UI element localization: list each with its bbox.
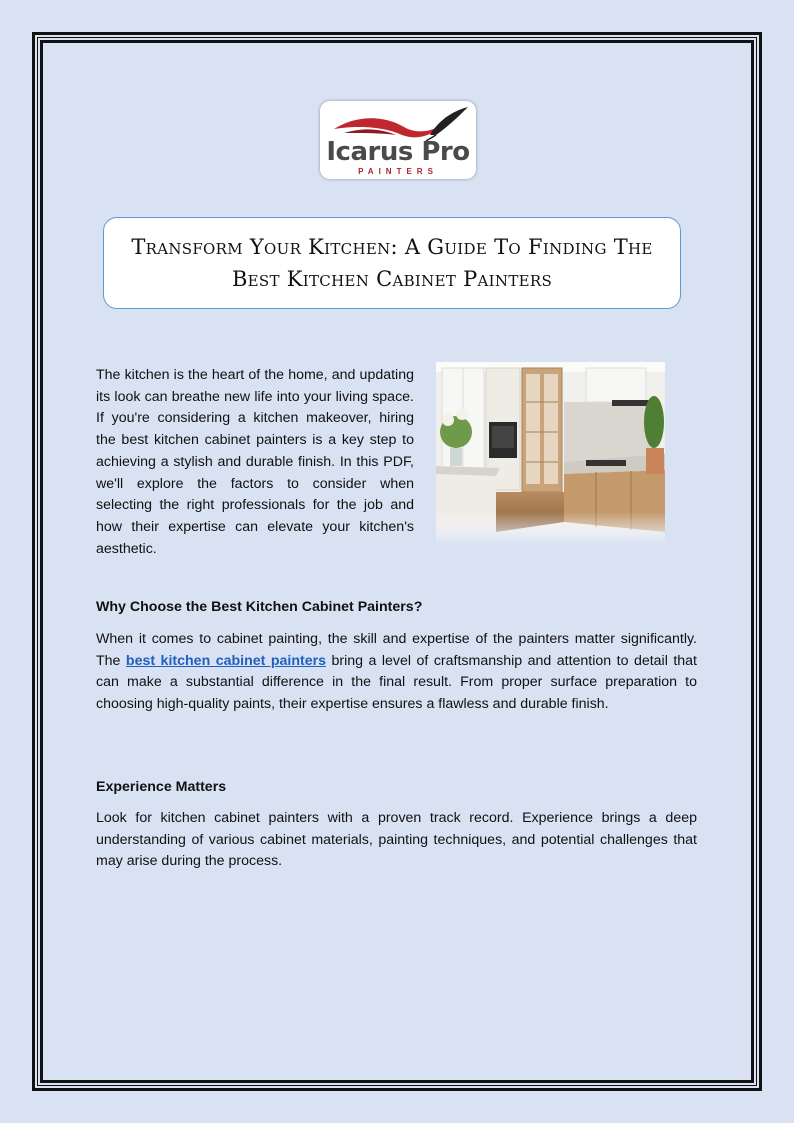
section-heading-why-choose: Why Choose the Best Kitchen Cabinet Painters?: [96, 599, 423, 615]
body-text: When it comes to cabinet painting, the skill and expertise of the painters matter significantly. The: [96, 631, 697, 669]
company-logo: [320, 101, 476, 179]
intro-paragraph: The kitchen is the heart of the home, and updating its look can breathe new life into your living space. If you're considering a kitchen makeover, hiring the best kitchen cabinet painters is a key step to achieving a stylish and durable finish. In this PDF, we'll explore the factors to consider when selecting the right professionals for the job and how their expertise can elevate your kitchen's aesthetic.: [96, 367, 414, 557]
section-heading-experience: Experience Matters: [96, 779, 227, 795]
section-body-why-choose: [96, 629, 697, 715]
section-body-experience: Look for kitchen cabinet painters with a proven track record. Experience brings a deep understanding of various cabinet materials, painting techniques, and potential challenges that may arise during the process.: [96, 810, 697, 869]
body-text: bring a level of craftsmanship and attention to detail that can make a substantial difference in the final result. From proper surface preparation to choosing high-quality paints, their expertise ensures a flawless and durable finish.: [96, 652, 697, 712]
title-banner: [103, 217, 681, 309]
page-border-inner: [40, 40, 754, 1083]
logo-subtitle: PAINTERS: [358, 167, 438, 176]
page-title: Transform Your Kitchen: A Guide To Finding The Best Kitchen Cabinet Painters: [131, 235, 653, 291]
best-cabinet-painters-link[interactable]: best kitchen cabinet painters: [125, 652, 327, 669]
kitchen-photo: [436, 362, 665, 544]
logo-wordmark: Icarus Pro: [326, 137, 470, 167]
